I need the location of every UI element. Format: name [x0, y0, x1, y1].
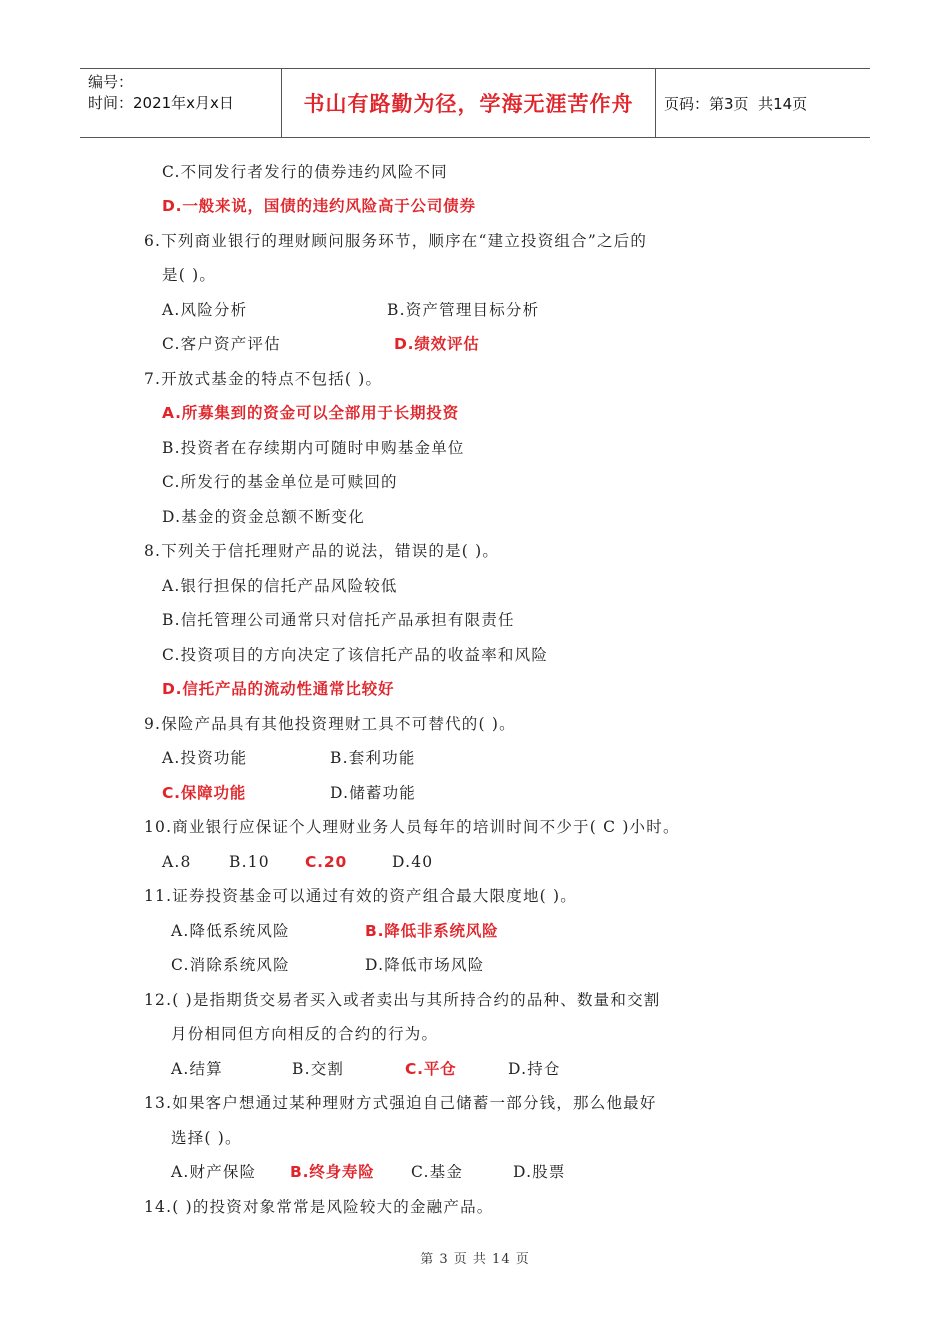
q11-option-a: A.降低系统风险	[171, 922, 290, 940]
header-motto-cell	[282, 69, 656, 137]
page-header	[80, 68, 870, 138]
header-page-info-cell	[656, 69, 870, 137]
q9-stem: 9.保险产品具有其他投资理财工具不可替代的( )。	[144, 715, 516, 733]
q9-option-c-answer: C.保障功能	[162, 784, 247, 802]
q11-stem: 11.证券投资基金可以通过有效的资产组合最大限度地( )。	[144, 887, 577, 905]
q6-option-c: C.客户资产评估	[162, 335, 281, 353]
q13-stem-line1: 13.如果客户想通过某种理财方式强迫自己储蓄一部分钱，那么他最好	[144, 1094, 657, 1112]
q7-option-b: B.投资者在存续期内可随时申购基金单位	[162, 439, 465, 457]
q10-stem: 10.商业银行应保证个人理财业务人员每年的培训时间不少于( C )小时。	[144, 818, 680, 836]
q12-stem-line1: 12.( )是指期货交易者买入或者卖出与其所持合约的品种、数量和交割	[144, 991, 661, 1009]
q13-option-a: A.财产保险	[171, 1163, 257, 1181]
q6-option-d-answer: D.绩效评估	[394, 335, 480, 353]
q11-option-d: D.降低市场风险	[365, 956, 485, 974]
q7-option-a-answer: A.所募集到的资金可以全部用于长期投资	[162, 404, 459, 422]
q8-option-d-answer: D.信托产品的流动性通常比较好	[162, 680, 395, 698]
number-label: 编号：	[88, 73, 134, 91]
q10-option-d: D.40	[392, 853, 434, 871]
q13-option-b-answer: B.终身寿险	[290, 1163, 375, 1181]
q10-option-b: B.10	[229, 853, 270, 871]
header-meta	[80, 69, 282, 137]
time-label: 时间：2021年x月x日	[88, 94, 234, 112]
q10-option-c-answer: C.20	[305, 853, 348, 871]
q5-option-c: C.不同发行者发行的债券违约风险不同	[162, 163, 448, 181]
q8-stem: 8.下列关于信托理财产品的说法，错误的是( )。	[144, 542, 500, 560]
q12-option-b: B.交割	[292, 1060, 345, 1078]
q9-option-a: A.投资功能	[162, 749, 248, 767]
q12-stem-line2: 月份相同但方向相反的合约的行为。	[171, 1025, 439, 1043]
q13-option-d: D.股票	[513, 1163, 566, 1181]
q6-stem-line1: 6.下列商业银行的理财顾问服务环节，顺序在“建立投资组合”之后的	[144, 232, 648, 250]
motto: 书山有路勤为径，学海无涯苦作舟	[303, 92, 634, 116]
page-footer: 第 3 页 共 14 页	[420, 1252, 530, 1267]
q8-option-b: B.信托管理公司通常只对信托产品承担有限责任	[162, 611, 515, 629]
q12-option-d: D.持仓	[508, 1060, 561, 1078]
q12-option-a: A.结算	[171, 1060, 223, 1078]
q13-option-c: C.基金	[411, 1163, 464, 1181]
q5-option-d-answer: D.一般来说，国债的违约风险高于公司债券	[162, 197, 476, 215]
q7-option-d: D.基金的资金总额不断变化	[162, 508, 365, 526]
q14-stem: 14.( )的投资对象常常是风险较大的金融产品。	[144, 1198, 494, 1216]
q6-stem-line2: 是( )。	[162, 266, 217, 284]
q10-option-a: A.8	[162, 853, 192, 871]
q7-option-c: C.所发行的基金单位是可赎回的	[162, 473, 398, 491]
q9-option-b: B.套利功能	[330, 749, 416, 767]
q11-option-b-answer: B.降低非系统风险	[365, 922, 499, 940]
q6-option-b: B.资产管理目标分析	[387, 301, 540, 319]
q8-option-c: C.投资项目的方向决定了该信托产品的收益率和风险	[162, 646, 549, 664]
q9-option-d: D.储蓄功能	[330, 784, 417, 802]
q7-stem: 7.开放式基金的特点不包括( )。	[144, 370, 383, 388]
q11-option-c: C.消除系统风险	[171, 956, 290, 974]
q12-option-c-answer: C.平仓	[405, 1060, 457, 1078]
q6-option-a: A.风险分析	[162, 301, 248, 319]
q13-stem-line2: 选择( )。	[171, 1129, 242, 1147]
q8-option-a: A.银行担保的信托产品风险较低	[162, 577, 398, 595]
page-info: 页码：第3页 共14页	[664, 94, 808, 113]
